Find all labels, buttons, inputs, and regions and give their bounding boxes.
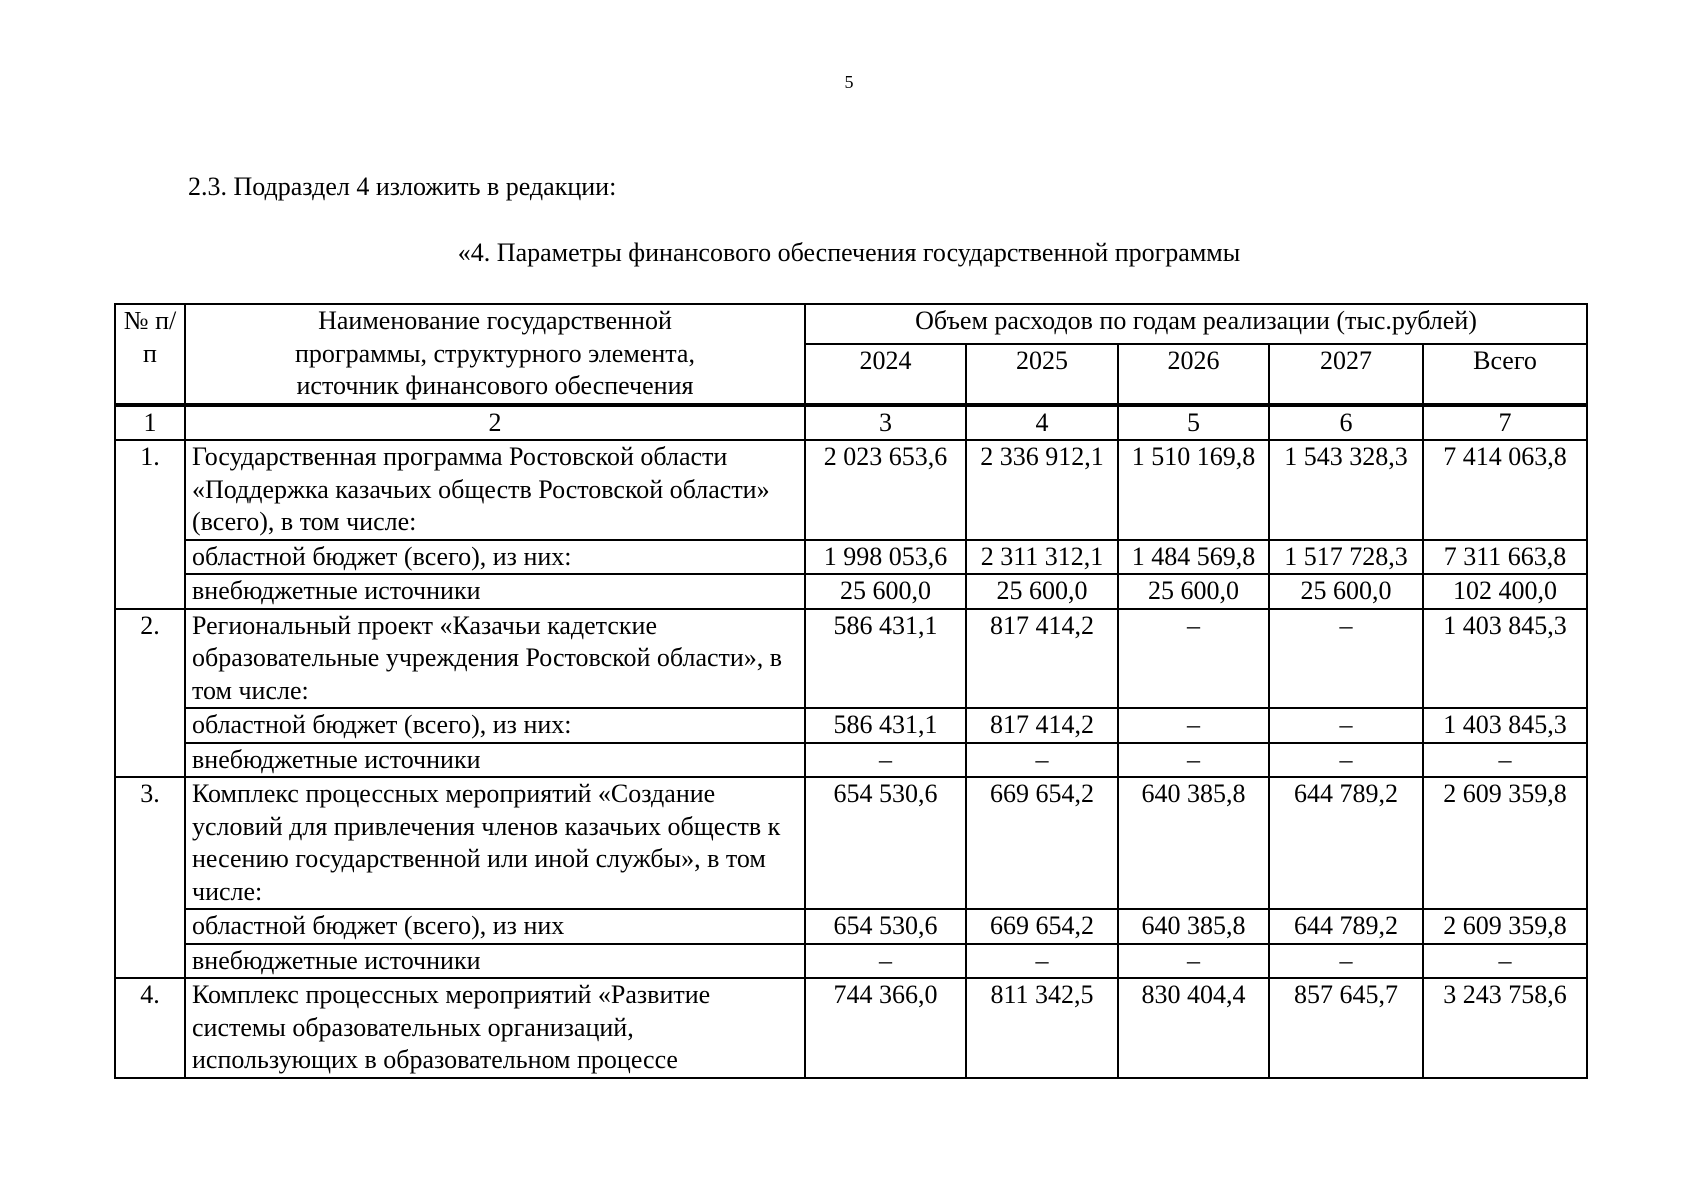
value-cell: – <box>1118 609 1269 709</box>
value-cell: 644 789,2 <box>1269 777 1423 909</box>
value-cell: 102 400,0 <box>1423 574 1587 609</box>
intro-text: 2.3. Подраздел 4 изложить в редакции: <box>188 172 617 201</box>
value-cell: – <box>1118 743 1269 778</box>
column-number: 4 <box>966 405 1118 441</box>
value-cell: 1 403 845,3 <box>1423 609 1587 709</box>
value-cell: – <box>966 944 1118 979</box>
value-cell: – <box>966 743 1118 778</box>
funding-source: внебюджетные источники <box>185 574 805 609</box>
header-num: № п/п <box>115 304 185 405</box>
value-cell: 586 431,1 <box>805 708 966 743</box>
program-name: Государственная программа Ростовской области «Поддержка казачьих обществ Ростовской области» (всего), в том числе: <box>185 440 805 540</box>
page-number: 5 <box>844 72 854 92</box>
row-number: 3. <box>115 777 185 978</box>
program-name: Комплекс процессных мероприятий «Создание условий для привлечения членов казачьих обществ к несению государственной или иной службы», в том числе: <box>185 777 805 909</box>
value-cell: 25 600,0 <box>966 574 1118 609</box>
value-cell: 2 609 359,8 <box>1423 777 1587 909</box>
program-name: Комплекс процессных мероприятий «Развитие системы образовательных организаций, использующих в образовательном процессе <box>185 978 805 1078</box>
header-year: 2027 <box>1269 344 1423 405</box>
funding-source: внебюджетные источники <box>185 944 805 979</box>
value-cell: – <box>1269 609 1423 709</box>
value-cell: 3 243 758,6 <box>1423 978 1587 1078</box>
row-number: 2. <box>115 609 185 778</box>
value-cell: 669 654,2 <box>966 777 1118 909</box>
table-row <box>115 609 1587 709</box>
value-cell: 817 414,2 <box>966 609 1118 709</box>
header-year: 2026 <box>1118 344 1269 405</box>
column-number: 1 <box>115 405 185 441</box>
value-cell: – <box>805 944 966 979</box>
row-number: 4. <box>115 978 185 1078</box>
table-row <box>115 978 1587 1078</box>
value-cell: 2 336 912,1 <box>966 440 1118 540</box>
header-row-1 <box>115 304 1587 344</box>
value-cell: 817 414,2 <box>966 708 1118 743</box>
program-name: Региональный проект «Казачьи кадетские образовательные учреждения Ростовской области», в том числе: <box>185 609 805 709</box>
value-cell: 1 484 569,8 <box>1118 540 1269 575</box>
value-cell: 1 517 728,3 <box>1269 540 1423 575</box>
table-row <box>115 743 1587 778</box>
column-number: 2 <box>185 405 805 441</box>
table-row <box>115 574 1587 609</box>
value-cell: – <box>1269 743 1423 778</box>
value-cell: 7 414 063,8 <box>1423 440 1587 540</box>
column-number: 6 <box>1269 405 1423 441</box>
table-row <box>115 440 1587 540</box>
column-numbers-row <box>115 405 1587 441</box>
table-row <box>115 909 1587 944</box>
value-cell: 644 789,2 <box>1269 909 1423 944</box>
value-cell: 25 600,0 <box>1269 574 1423 609</box>
row-number: 1. <box>115 440 185 609</box>
value-cell: 811 342,5 <box>966 978 1118 1078</box>
column-number: 3 <box>805 405 966 441</box>
value-cell: 1 510 169,8 <box>1118 440 1269 540</box>
value-cell: – <box>1269 944 1423 979</box>
value-cell: – <box>1423 743 1587 778</box>
table-row <box>115 540 1587 575</box>
table-row <box>115 777 1587 909</box>
value-cell: 654 530,6 <box>805 909 966 944</box>
column-number: 7 <box>1423 405 1587 441</box>
value-cell: 640 385,8 <box>1118 909 1269 944</box>
value-cell: 654 530,6 <box>805 777 966 909</box>
funding-source: областной бюджет (всего), из них: <box>185 540 805 575</box>
header-year: 2025 <box>966 344 1118 405</box>
value-cell: 744 366,0 <box>805 978 966 1078</box>
value-cell: 1 403 845,3 <box>1423 708 1587 743</box>
value-cell: – <box>1118 708 1269 743</box>
value-cell: 669 654,2 <box>966 909 1118 944</box>
value-cell: 2 609 359,8 <box>1423 909 1587 944</box>
value-cell: 7 311 663,8 <box>1423 540 1587 575</box>
value-cell: 25 600,0 <box>1118 574 1269 609</box>
header-year: 2024 <box>805 344 966 405</box>
value-cell: 640 385,8 <box>1118 777 1269 909</box>
funding-source: областной бюджет (всего), из них <box>185 909 805 944</box>
table-body <box>115 304 1587 1078</box>
value-cell: 857 645,7 <box>1269 978 1423 1078</box>
table-row <box>115 708 1587 743</box>
value-cell: – <box>1118 944 1269 979</box>
value-cell: 2 311 312,1 <box>966 540 1118 575</box>
value-cell: – <box>1269 708 1423 743</box>
value-cell: 1 543 328,3 <box>1269 440 1423 540</box>
header-volume: Объем расходов по годам реализации (тыс.рублей) <box>805 304 1587 344</box>
funding-source: внебюджетные источники <box>185 743 805 778</box>
header-year: Всего <box>1423 344 1587 405</box>
value-cell: – <box>805 743 966 778</box>
value-cell: – <box>1423 944 1587 979</box>
value-cell: 2 023 653,6 <box>805 440 966 540</box>
value-cell: 25 600,0 <box>805 574 966 609</box>
value-cell: 1 998 053,6 <box>805 540 966 575</box>
financial-table <box>114 303 1588 1079</box>
table-title: «4. Параметры финансового обеспечения государственной программы <box>457 238 1241 267</box>
value-cell: 586 431,1 <box>805 609 966 709</box>
header-name: Наименование государственной программы, структурного элемента, источник финансового обеспечения <box>185 304 805 405</box>
funding-source: областной бюджет (всего), из них: <box>185 708 805 743</box>
value-cell: 830 404,4 <box>1118 978 1269 1078</box>
column-number: 5 <box>1118 405 1269 441</box>
table-row <box>115 944 1587 979</box>
